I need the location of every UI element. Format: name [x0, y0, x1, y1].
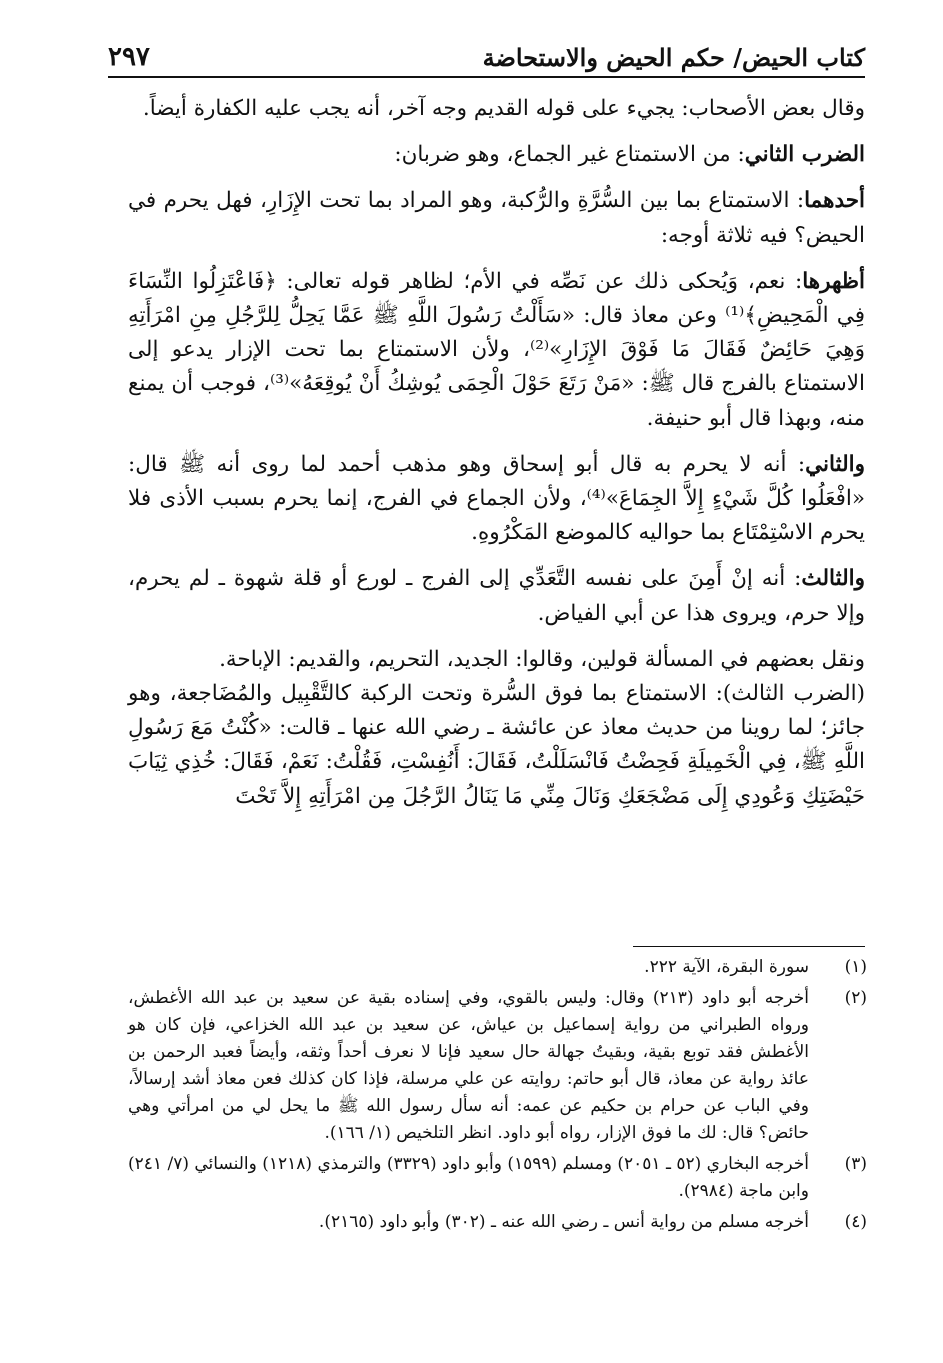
paragraph-lead: والثاني [805, 451, 865, 477]
footnote-number: (١) [844, 957, 867, 977]
footnote-text: أخرجه مسلم من رواية أنس ـ رضي الله عنه ـ (٣٠٢) وأبو داود (٢١٦٥). [318, 1212, 809, 1232]
page-number: ٢٩٧ [108, 42, 150, 72]
paragraph-text: : أنه لا يحرم به قال أبو إسحاق وهو مذهب أحمد لما روى أنه ﷺ قال: «افْعَلُوا كُلَّ شَيْءٍ إِلاَّ الجِمَاعَ»⁽⁴⁾، ولأن الجماع في الفرج، إنما يحرم بسبب الأذى فلا يحرم الاسْتِمْتَاع بما حواليه كالموضع المَكْرُوهِ. [128, 451, 865, 546]
paragraph [128, 562, 865, 630]
paragraph-text: ونقل بعضهم في المسألة قولين، وقالوا: الجديد، التحريم، والقديم: الإباحة. [219, 646, 865, 672]
footnote-number: (٢) [844, 988, 867, 1008]
footnote [128, 1209, 867, 1236]
footnote-number: (٣) [844, 1154, 867, 1174]
footnote-text: أخرجه أبو داود (٢١٣) وقال: وليس بالقوي، وفي إسناده بقية عن سعيد بن عبد الله الأغطش، ورواه الطبراني من رواية إسماعيل بن عياش، عن سعيد بن عبد الله الخزاعي، فإن كان هو الأغطش فقد توبع بقية، وبقيتُ جهالة حال سعيد فإنا لا نعرف أحداً وثقه، وأيضاً فعبد الرحمن بن عائذ رواية عن معاذ، قال أبو حاتم: روايته عن علي مرسلة، فإذا كان كذلك فعن معاذ أشد إرسالاً، وفي الباب عن حرام بن حكيم عن عمه: أنه سأل رسول الله ﷺ ما يحل لي من امرأتي وهي حائض؟ قال: لك ما فوق الإزار، رواه أبو داود. انظر التلخيص (١/ ١٦٦). [128, 988, 809, 1143]
paragraph [128, 184, 865, 252]
footnote-text: سورة البقرة، الآية ٢٢٢. [644, 957, 809, 977]
paragraph-text: : الاستمتاع بما بين السُّرَّةِ والرُّكبة، وهو المراد بما تحت الإِزَارِ، فهل يحرم في الحيض؟ فيه ثلاثة أوجه: [128, 188, 865, 248]
paragraph-text: (الضرب الثالث): الاستمتاع بما فوق السُّرة وتحت الركبة كالتَّقْبِيل والمُضَاجعة، وهو جائز؛ لما روينا من حديث معاذ عن عائشة ـ رضي الله عنها ـ قالت: «كُنْتُ مَعَ رَسُولِ اللَّهِ ﷺ، فِي الْخَمِيلَةِ فَحِضْتُ فَانْسَلَلْتُ، فَقَالَ: أَنُفِسْتِ، فَقُلْتُ: نَعَمْ، فَقَالَ: خُذِي ثِيَابَ حَيْضَتِكِ وَعُودِي إِلَى مَضْجَعَكِ وَنَالَ مِنِّي مَا يَنَالُ الرَّجُلَ مِن امْرَأَتِهِ إِلاَّ تَحْتَ [128, 681, 865, 809]
paragraph-lead: أظهرها [802, 268, 865, 294]
paragraph-text: : أنه إنْ أَمِنَ على نفسه التَّعَدِّي إلى الفرج ـ لورع أو قلة شهوة ـ لم يحرم، وإلا حرم، ويروى هذا عن أبي الفياض. [128, 566, 865, 626]
footnote-separator [633, 946, 865, 947]
paragraph [128, 448, 865, 551]
paragraph-lead: الضرب الثاني [744, 142, 865, 168]
footnotes [128, 954, 867, 1240]
footnote [128, 1151, 867, 1205]
paragraph-text: وقال بعض الأصحاب: يجيء على قوله القديم وجه آخر، أنه يجب عليه الكفارة أيضاً. [142, 96, 865, 121]
paragraph-lead: والثالث [801, 566, 865, 592]
page-header [108, 28, 865, 78]
running-title: كتاب الحيض/ حكم الحيض والاستحاضة [482, 43, 865, 72]
main-text [128, 92, 865, 826]
paragraph [128, 138, 865, 172]
paragraph-lead: أحدهما [804, 188, 865, 214]
paragraph-text: : نعم، وَيُحكى ذلك عن نَصِّه في الأم؛ لظاهر قوله تعالى: ﴿فَاعْتَزِلُوا النِّسَاءَ فِي الْمَحِيضِ﴾⁽¹⁾ وعن معاذ قال: «سَأَلْتُ رَسُولَ اللَّهِ ﷺ عَمَّا يَحِلُّ لِلرَّجُلِ مِنِ امْرَأَتِهِ وَهِيَ حَائِضٌ فَقَالَ مَا فَوْقَ الإِزَارِ»⁽²⁾، ولأن الاستمتاع بما تحت الإزار يدعو إلى الاستمتاع بالفرج قال ﷺ: «مَنْ رَتَعَ حَوْلَ الْحِمَى يُوشِكُ أَنْ يُوقِعَهُ»⁽³⁾، فوجب أن يمنع منه، وبهذا قال أبو حنيفة. [128, 268, 865, 431]
paragraph [128, 643, 865, 677]
footnote-number: (٤) [844, 1212, 867, 1232]
footnote-text: أخرجه البخاري (٥٢ ـ ٢٠٥١) ومسلم (١٥٩٩) وأبو داود (٣٣٢٩) والترمذي (١٢١٨) والنسائي (٧/ ٢٤١) وابن ماجة (٢٩٨٤). [128, 1154, 809, 1201]
paragraph [128, 677, 865, 814]
paragraph [128, 265, 865, 436]
footnote [128, 954, 867, 981]
paragraph-text: : من الاستمتاع غير الجماع، وهو ضربان: [394, 142, 745, 168]
paragraph [128, 92, 865, 126]
footnote [128, 985, 867, 1147]
